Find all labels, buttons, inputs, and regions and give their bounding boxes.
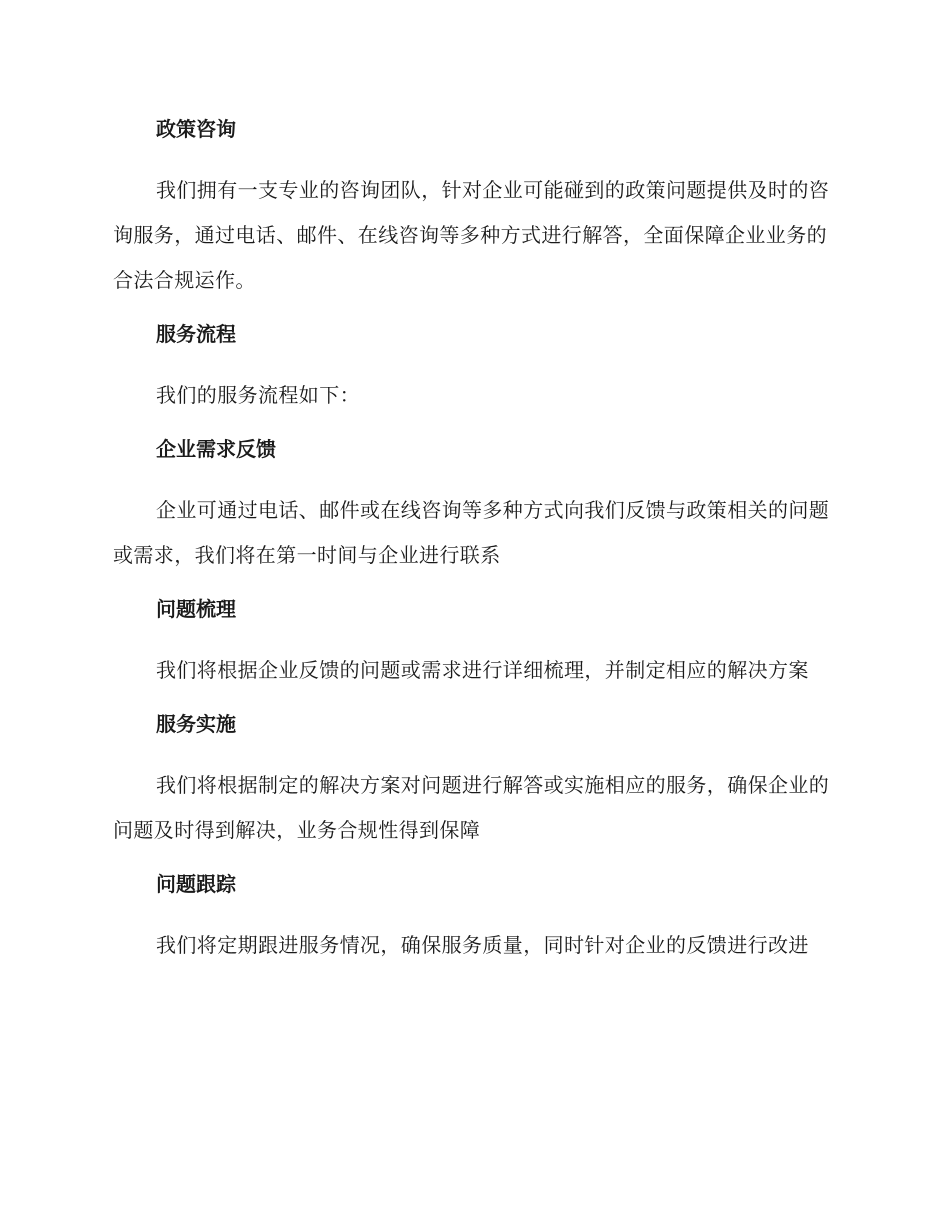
section-heading-demand-feedback: 企业需求反馈 (156, 437, 276, 461)
section-heading-policy-consulting: 政策咨询 (156, 117, 236, 141)
section-paragraph-demand-feedback: 企业可通过电话、邮件或在线咨询等多种方式向我们反馈与政策相关的问题或需求，我们将在第一时间与企业进行联系 (113, 498, 830, 567)
section-heading-service-process: 服务流程 (156, 322, 236, 346)
section-paragraph-problem-sorting: 我们将根据企业反馈的问题或需求进行详细梳理，并制定相应的解决方案 (156, 658, 809, 682)
section-heading-problem-sorting: 问题梳理 (156, 597, 236, 621)
section-heading-service-implementation: 服务实施 (156, 712, 236, 736)
section-paragraph-policy-consulting: 我们拥有一支专业的咨询团队，针对企业可能碰到的政策问题提供及时的咨询服务，通过电话、邮件、在线咨询等多种方式进行解答，全面保障企业业务的合法合规运作。 (113, 178, 830, 292)
section-paragraph-problem-tracking: 我们将定期跟进服务情况，确保服务质量，同时针对企业的反馈进行改进 (156, 933, 809, 957)
section-heading-problem-tracking: 问题跟踪 (156, 872, 236, 896)
document-page (113, 110, 830, 968)
section-paragraph-service-implementation: 我们将根据制定的解决方案对问题进行解答或实施相应的服务，确保企业的问题及时得到解决，业务合规性得到保障 (113, 773, 830, 842)
section-paragraph-service-process: 我们的服务流程如下： (156, 383, 360, 407)
